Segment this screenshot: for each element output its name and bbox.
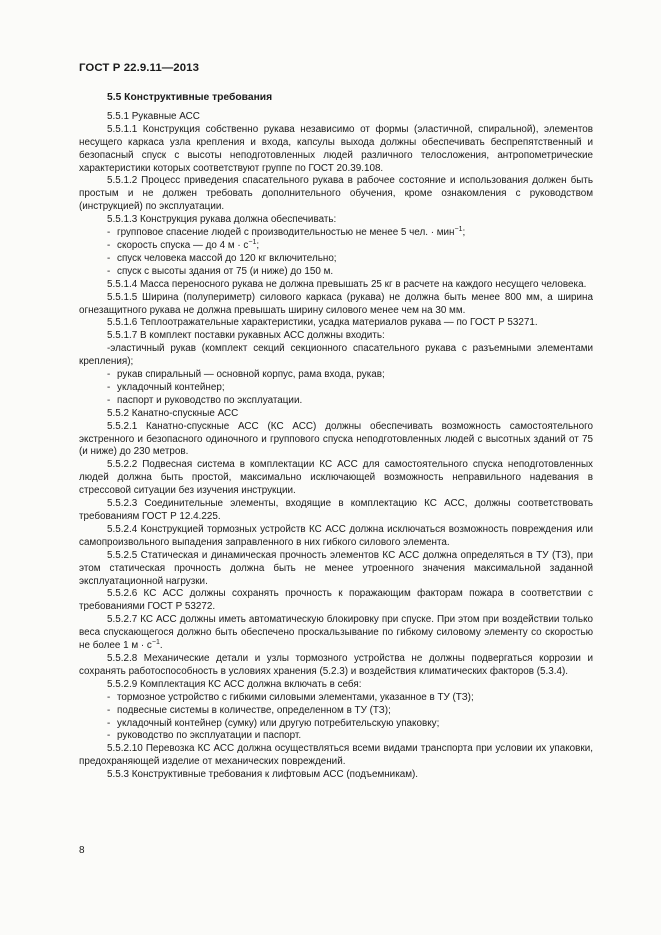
paragraph-5-5-1-4: 5.5.1.4 Масса переносного рукава не должна превышать 25 кг в расчете на каждого несущего человека. [107,278,587,290]
paragraph-5-5-1-2: 5.5.1.2 Процесс приведения спасательного рукава в рабочее состояние и использования должен быть простым и не должен требовать дополнительного обучения, кроме ознакомления с руководством (инструкцией) по эксплуатации. [79,175,593,213]
list-item [79,395,593,408]
list-item [79,266,593,279]
paragraph-5-5-2-10: 5.5.2.10 Перевозка КС АСС должна осуществляться всеми видами транспорта при условии их упаковки, предохраняющей изделие от механических повреждений. [79,743,593,768]
list-dash: - [107,227,111,239]
list-item [79,227,593,240]
list-dash: - [107,394,111,406]
document-header: ГОСТ Р 22.9.11—2013 [79,62,199,74]
paragraph-5-5-1-7: 5.5.1.7 В комплект поставки рукавных АСС должны входить: [107,330,385,342]
paragraph-5-5-3: 5.5.3 Конструктивные требования к лифтовым АСС (подъемникам). [107,769,419,781]
paragraph-5-5-1-3: 5.5.1.3 Конструкция рукава должна обеспечивать: [107,214,337,226]
paragraph-5-5-2-3: 5.5.2.3 Соединительные элементы, входящие в комплектацию КС АСС, должны соответствовать требованиям ГОСТ Р 12.4.225. [79,498,593,522]
paragraph-5-5-1-6: 5.5.1.6 Теплоотражательные характеристики, усадка материалов рукава — по ГОСТ Р 53271. [107,317,538,329]
list-item-text: паспорт и руководство по эксплуатации. [117,394,303,406]
exponent: −1 [454,226,463,234]
paragraph-5-5-2-9: 5.5.2.9 Комплектация КС АСС должна включать в себя: [107,678,362,690]
exponent: −1 [151,639,160,647]
list-dash: - [107,381,111,393]
list-dash: - [107,704,111,716]
list-dash: - [107,691,111,703]
list-item [79,382,593,395]
list-item [79,705,593,718]
list-dash: - [107,717,111,729]
list-dash: - [107,239,111,251]
list-item-text: спуск человека массой до 120 кг включительно; [117,252,337,264]
list-item [79,343,593,369]
paragraph-5-5-2-2: 5.5.2.2 Подвесная система в комплектации КС АСС для самостоятельного спуска неподготовленных людей должна быть простой, максимально исключающей возможность неправильного надевания в стрессовой ситуации без изучения инструкции. [79,459,593,497]
list-dash: - [107,265,111,277]
list-item-text: укладочный контейнер; [117,381,225,393]
paragraph-5-5-2-7 [79,614,593,653]
paragraph-5-5-2-5: 5.5.2.5 Статическая и динамическая прочность элементов КС АСС должна определяться в ТУ (ТЗ), при этом статическая прочность должна быть не менее утроенного значения максимальной заданной эксплуатационной нагрузки. [79,549,593,587]
list-dash: - [107,369,111,381]
page-number: 8 [79,845,85,856]
paragraph-5-5-2-4: 5.5.2.4 Конструкцией тормозных устройств КС АСС должна исключаться возможность повреждения или самопроизвольного выпадения заправленного в них гибкого силового элемента. [79,523,593,548]
list-item-text: руководство по эксплуатации и паспорт. [117,730,302,742]
paragraph-end: . [159,640,163,652]
exponent: −1 [248,238,257,246]
list-item-text: эластичный рукав (комплект секций секционного спасательного рукава с разъемными элементами крепления); [79,343,593,368]
paragraph-5-5-2: 5.5.2 Канатно-спускные АСС [107,407,239,419]
list-dash: - [107,343,111,355]
list-item-text: спуск с высоты здания от 75 (и ниже) до 150 м. [117,265,334,277]
list-item [79,240,593,253]
paragraph-5-5-2-8: 5.5.2.8 Механические детали и узлы тормозного устройства не должны подвергаться коррозии и сохранять работоспособность в условиях хранения (5.2.3) и воздействия климатических факторов (5.3.4). [79,652,593,677]
list-item [79,369,593,382]
list-item-text: тормозное устройство с гибкими силовыми элементами, указанное в ТУ (ТЗ); [117,691,474,703]
list-item-text: групповое спасение людей с производительностью не менее 5 чел. · мин [117,227,455,239]
list-item-text: подвесные системы в количестве, определенном в ТУ (ТЗ); [117,704,391,716]
list-dash: - [107,730,111,742]
list-item-text: рукав спиральный — основной корпус, рама входа, рукав; [117,369,385,381]
paragraph-5-5-1-5: 5.5.1.5 Ширина (полупериметр) силового каркаса (рукава) не должна быть менее 800 мм, а ширина огнезащитного рукава не должна превышать ширину силового менее чем на 30 мм. [79,291,593,316]
list-item [79,718,593,731]
list-item-end: ; [462,227,466,239]
paragraph-5-5-1: 5.5.1 Рукавные АСС [107,110,200,122]
list-item-text: укладочный контейнер (сумку) или другую потребительскую упаковку; [117,717,440,729]
paragraph-5-5-2-6: 5.5.2.6 КС АСС должны сохранять прочность к поражающим факторам пожара в соответствии с требованиями ГОСТ Р 53272. [79,588,593,613]
document-body [79,92,593,782]
list-item [79,253,593,266]
section-heading: 5.5 Конструктивные требования [107,92,273,103]
list-item [79,692,593,705]
paragraph-5-5-1-1: 5.5.1.1 Конструкция собственно рукава независимо от формы (эластичной, спиральной), элементов несущего каркаса узла крепления и входа, капсулы выхода должны обеспечивать беспрепятственный и безопасный спуск с высоты неподготовленных людей различного телосложения, антропометрические характеристики которых соответствуют группе по ГОСТ 20.39.108. [79,123,593,174]
paragraph-5-5-2-1: 5.5.2.1 Канатно-спускные АСС (КС АСС) должны обеспечивать возможность самостоятельного экстренного и безопасного одиночного и группового спуска неподготовленных людей с высотных зданий от 75 (и ниже) до 230 метров. [79,420,593,458]
list-item [79,730,593,743]
list-dash: - [107,252,111,264]
list-item-end: ; [256,239,260,251]
list-item-text: скорость спуска — до 4 м · с [117,239,249,251]
paragraph-text: 5.5.2.7 КС АСС должны иметь автоматическую блокировку при спуске. При этом при воздействии только веса спускающегося должно быть обеспечено проскальзывание по гибкому силовому элементу со скоростью не более 1 м · с [79,614,593,652]
